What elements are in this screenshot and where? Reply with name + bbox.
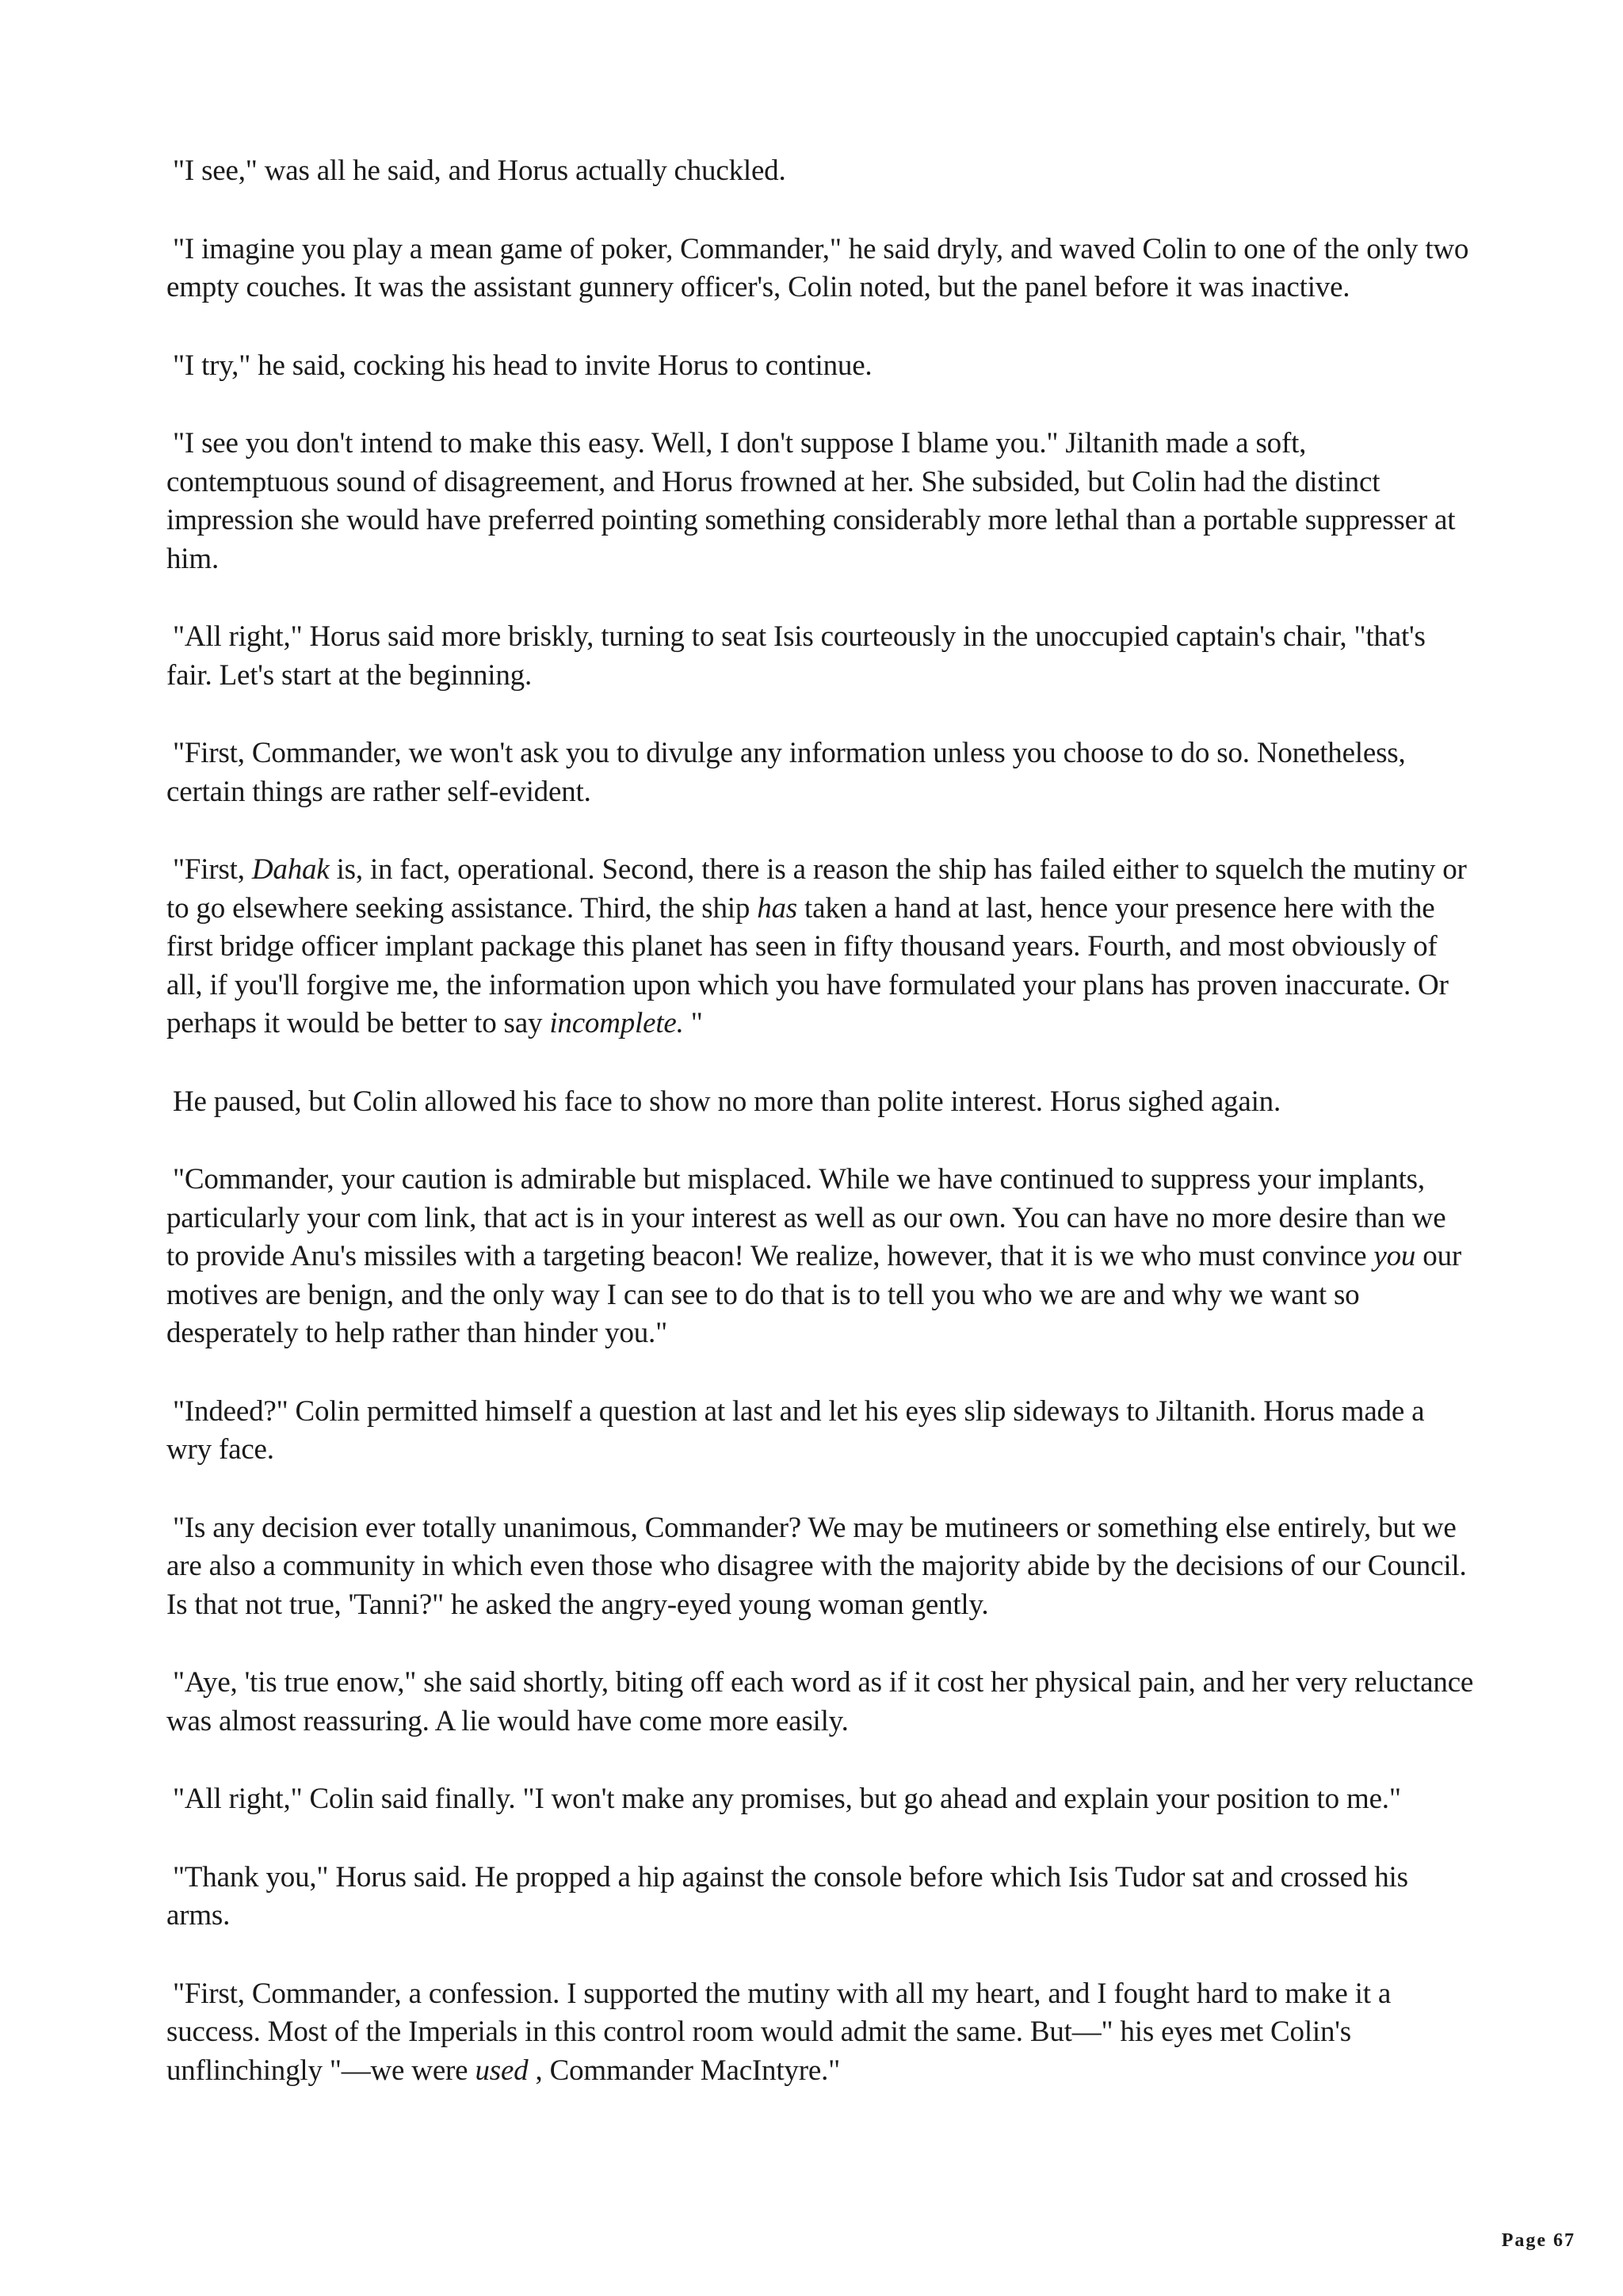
paragraph	[166, 1859, 1474, 1936]
paragraph	[166, 1509, 1474, 1625]
text-run: "Thank you," Horus said. He propped a hip against the console before which Isis Tudor sat and crossed his arms.	[166, 1860, 1408, 1932]
italic-text: you	[1373, 1240, 1416, 1272]
text-run: "I see," was all he said, and Horus actually chuckled.	[173, 154, 786, 187]
text-run: taken a hand at last, hence your presence here with the first bridge officer implant package this planet has seen in fifty thousand years. Fourth, and most obviously of all, if you'll forgive me, the information upon which you have formulated your plans has proven inaccurate. Or perhaps it would be better to say	[166, 891, 1449, 1039]
paragraph	[166, 1975, 1474, 2091]
text-run: "Aye, 'tis true enow," she said shortly, biting off each word as if it cost her physical pain, and her very reluctance was almost reassuring. A lie would have come more easily.	[166, 1666, 1474, 1737]
text-run: our motives are benign, and the only way I can see to do that is to tell you who we are and why we want so desperately to help rather than hinder you."	[166, 1240, 1461, 1349]
text-run: "First, Commander, a confession. I supported the mutiny with all my heart, and I fought hard to make it a success. Most of the Imperials in this control room would admit the same. But—" his eyes met Colin's unflinchingly "—we were	[166, 1977, 1392, 2087]
paragraph	[166, 425, 1474, 578]
book-page-body	[166, 152, 1474, 2130]
text-run: "I imagine you play a mean game of poker, Commander," he said dryly, and waved Colin to one of the only two empty couches. It was the assistant gunnery officer's, Colin noted, but the panel before it was inactive.	[166, 232, 1469, 303]
text-run: "Is any decision ever totally unanimous, Commander? We may be mutineers or something else entirely, but we are also a community in which even those who disagree with the majority abide by the decisions of our Council. Is that not true, 'Tanni?" he asked the angry-eyed young woman gently.	[166, 1511, 1467, 1621]
paragraph	[166, 734, 1474, 811]
paragraph	[166, 1083, 1474, 1122]
paragraph	[166, 231, 1474, 307]
text-run: "First,	[173, 853, 252, 886]
text-run: "All right," Horus said more briskly, turning to seat Isis courteously in the unoccupied captain's chair, "that's fair. Let's start at the beginning.	[166, 620, 1426, 692]
paragraph	[166, 1780, 1474, 1819]
italic-text: used	[475, 2054, 529, 2087]
paragraph	[166, 347, 1474, 386]
page-number: Page 67	[1501, 2230, 1575, 2251]
text-run: "	[683, 1007, 703, 1039]
paragraph	[166, 851, 1474, 1043]
paragraph	[166, 1393, 1474, 1470]
text-run: "I see you don't intend to make this easy. Well, I don't suppose I blame you." Jiltanith made a soft, contemptuous sound of disagreement, and Horus frowned at her. She subsided, but Colin had the distinct impression she would have preferred pointing something considerably more lethal than a portable suppresser at him.	[166, 427, 1456, 575]
text-run: "First, Commander, we won't ask you to divulge any information unless you choose to do so. Nonetheless, certain things are rather self-evident.	[166, 737, 1406, 808]
paragraph	[166, 1161, 1474, 1353]
text-run: "Indeed?" Colin permitted himself a question at last and let his eyes slip sideways to Jiltanith. Horus made a wry face.	[166, 1394, 1425, 1466]
paragraph	[166, 618, 1474, 695]
paragraph	[166, 1664, 1474, 1741]
paragraph	[166, 152, 1474, 191]
text-run: "Commander, your caution is admirable but misplaced. While we have continued to suppress your implants, particularly your com link, that act is in your interest as well as our own. You can have no more desire than we to provide Anu's missiles with a targeting beacon! We realize, however, that it is we who must convince	[166, 1163, 1446, 1272]
text-run: "All right," Colin said finally. "I won't make any promises, but go ahead and explain your position to me."	[173, 1783, 1401, 1815]
text-run: , Commander MacIntyre."	[528, 2054, 841, 2087]
italic-text: has	[757, 891, 797, 925]
text-run: is, in fact, operational. Second, there is a reason the ship has failed either to squelch the mutiny or to go elsewhere seeking assistance. Third, the ship	[166, 853, 1467, 925]
italic-text: Dahak	[251, 853, 330, 886]
text-run: "I try," he said, cocking his head to invite Horus to continue.	[173, 349, 873, 382]
text-run: He paused, but Colin allowed his face to show no more than polite interest. Horus sighed again.	[173, 1085, 1281, 1118]
italic-text: incomplete.	[549, 1007, 684, 1039]
